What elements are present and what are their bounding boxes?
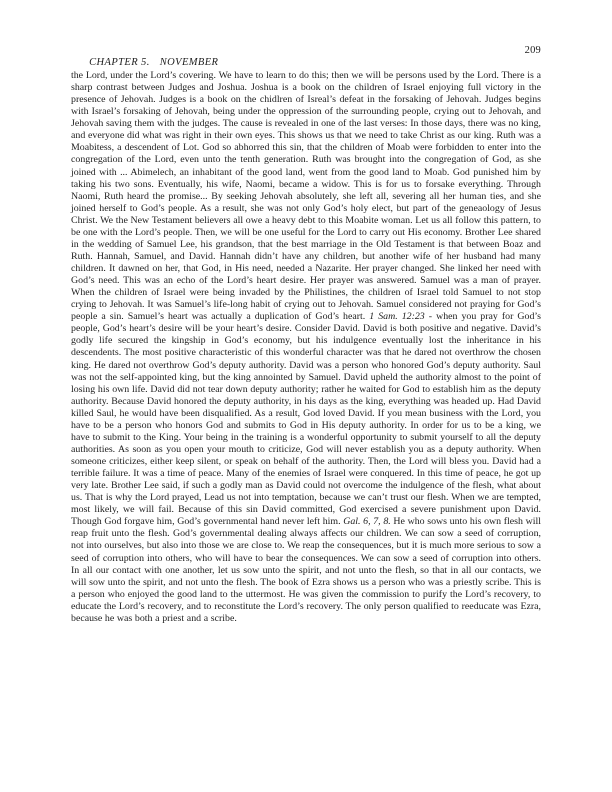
scripture-reference: 1 Sam. 12:23 xyxy=(369,311,425,323)
running-head-section: NOVEMBER xyxy=(159,57,219,68)
text-run: the Lord, under the Lord’s covering. We have to learn to do this; then we will be persons used by the Lord. There is a sharp contrast between Judges and Joshua. Joshua is a book on the children of Israel enjoying full victory in the presence of Jehovah. Judges is a book on the chidlren of Isreal’s defeat in the forsaking of Jehovah. Judges begins with Israel’s forsaking of Jehovah, being under the oppression of the surrounding people, crying out to Jehovah, and Jehovah saving them with the judges. The cause is revealed in one of the last verses: In those days, there was no king, and everyone did what was right in their own eyes. This shows us that we need to take Christ as our king. Ruth was a Moabitess, a descendent of Lot. God so abhorred this sin, that the children of Moab were forbidden to enter into the congregation of the Lord, even unto the tenth generation. Ruth was brought into the congregation of God, as she joined with ... Abimelech, an inhabitant of the good land, went from the good land to Moab. God punished him by taking his two sons. Eventually, his wife, Naomi, became a widow. This is for us to forsake everything. Through Naomi, Ruth heard the promise... By seeking Jehovah absolutely, she left all, severing all her human ties, and she joined herself to God’s people. As a result, she was not only God’s holy elect, but part of the geneaology of Jesus Christ. We the New Testament believers all owe a heavy debt to this Moabite woman. Let us all follow this pattern, to be one with the Lord’s people. Then, we will be one useful for the Lord to carry out His economy. Brother Lee shared in the wedding of Samuel Lee, his grandson, that the best marriage in the Old Testament is that between Boaz and Ruth. Hannah, Samuel, and David. Hannah didn’t have any children, but another wife of her husband had many children. It dawned on her, that God, in His need, needed a Nazarite. Her prayer changed. She linked her need with God’s need. This was an echo of the Lord’s heart desire. Her prayer was answered. Samuel was a man of prayer. When the children of Israel were being invaded by the Philistines, the children of Israel told Samuel to not stop crying to Jehovah. It was Samuel’s life-long habit of crying out to Jehovah. Samuel considered not praying for God’s people a sin. Samuel’s heart was actually a duplication of God’s heart. xyxy=(71,70,541,323)
text-run: - when you pray for God’s people, God’s heart’s desire will be your heart’s desire. Consider David. David is both positive and negative. David’s godly life secured the kingship in God’s economy, but his indulgence eventually lost the inheritance in his descendents. The most positive characteristic of this wonderful character was that he dared not overthrow the chosen king. He dared not overthrow God’s deputy authority. David was a person who honored God’s deputy authority. Saul was not the self-appointed king, but the king annointed by Samuel. David upheld the authority almost to the point of losing his own life. David did not tear down deputy authority; rather he waited for God to establish him as the deputy authority. Because David honored the deputy authority, in his days as the king, everything was headed up. Had David killed Saul, he would have been disqualified. As a result, God loved David. If you mean business with the Lord, you have to be a person who honors God and submits to God in His deputy authority. In order for us to be a king, we have to submit to the King. Your being in the training is a wonderful opportunity to submit yourself to all the deputy authorities. As soon as you open your mouth to criticize, God will never establish you as a deputy authority. When someone criticizes, either keep silent, or speak on behalf of the authority. Then, the Lord will bless you. David had a terrible failure. It was a time of peace. Many of the enemies of Israel were conquered. In this time of peace, he got up very late. Brother Lee said, if such a godly man as David could not overcome the indulgence of the flesh, what about us. That is why the Lord prayed, Lead us not into temptation, because we can’t trust our flesh. When we are tempted, most likely, we will fail. Because of this sin David committed, God exercised a severe punishment upon David. Though God forgave him, God’s governmental hand never left him. xyxy=(71,311,541,528)
text-run: He who sows unto his own flesh will reap fruit unto the flesh. God’s governmental dealing always affects our children. We can sow a seed of corruption, not into ourselves, but also into those we are close to. We reap the consequences, but it is much more serious to sow a seed of corruption into others, who will have to bear the consequences. We can sow a seed of corruption into others. In all our contact with one another, let us sow unto the spirit, and not unto the flesh, so that in all our contacts, we will sow unto the spirit, and not unto the flesh. The book of Ezra shows us a person who was a priestly scribe. This is a person who enjoyed the good land to the uttermost. He was given the commission to purify the Lord’s recovery, to educate the Lord’s recovery, and to reconstitute the Lord’s recovery. The only person qualified to reeducate was Ezra, because he was both a priest and a scribe. xyxy=(71,516,541,624)
body-paragraph xyxy=(71,70,541,625)
page-number: 209 xyxy=(524,45,541,56)
scripture-reference: Gal. 6, 7, 8. xyxy=(343,516,391,528)
running-head-chapter: CHAPTER 5. xyxy=(89,57,150,68)
